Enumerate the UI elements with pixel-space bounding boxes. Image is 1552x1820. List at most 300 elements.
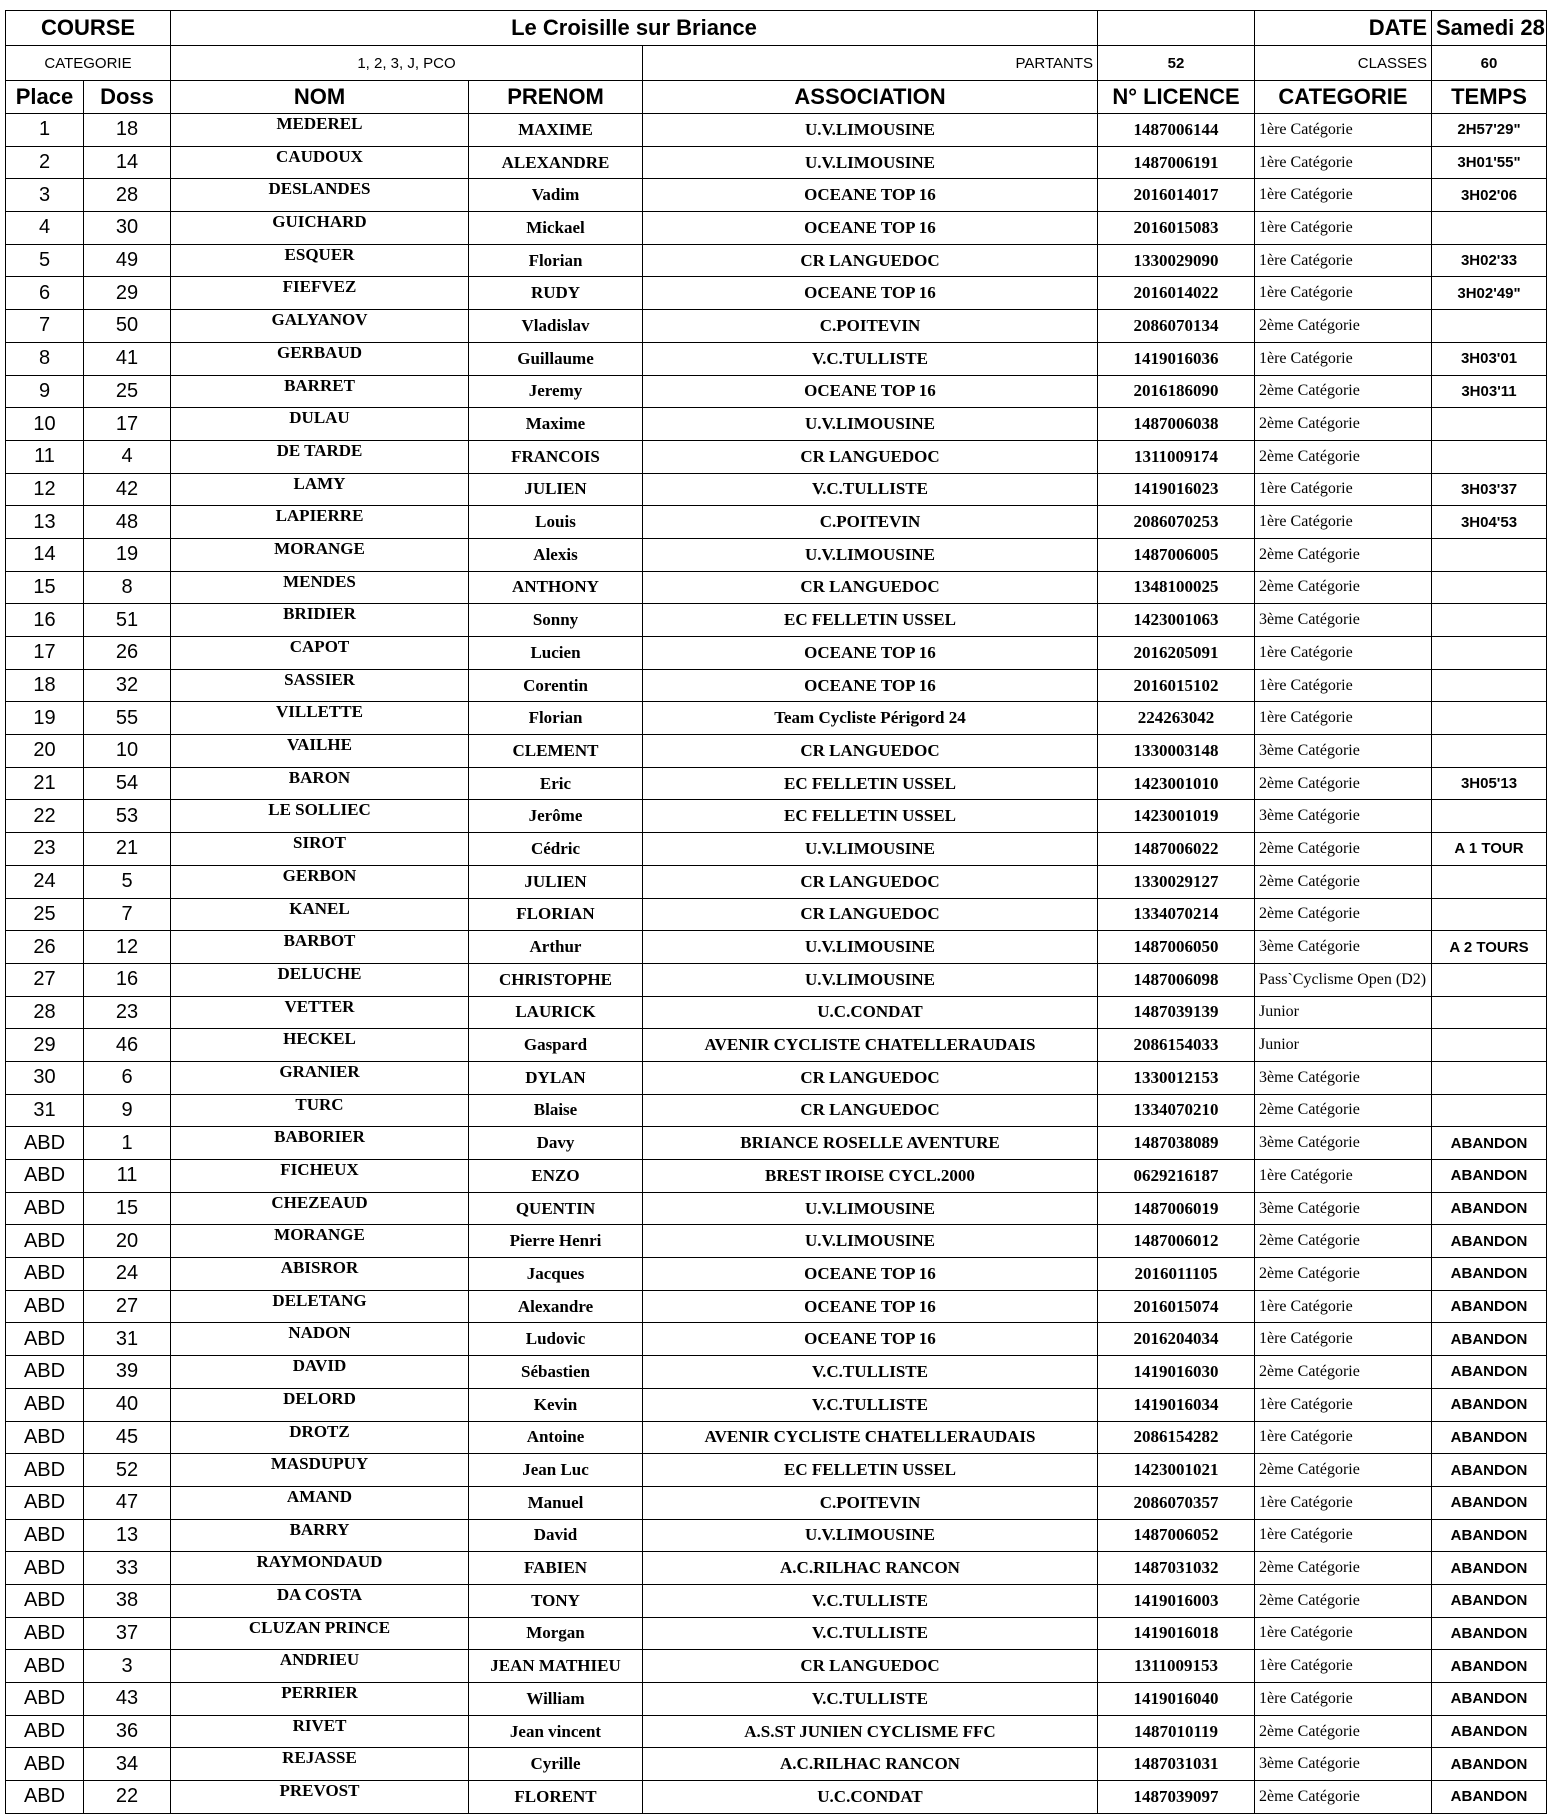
cell-association: U.V.LIMOUSINE	[643, 963, 1098, 996]
cell-licence: 1423001019	[1098, 800, 1255, 833]
table-row	[6, 1225, 1547, 1258]
cell-place: ABD	[6, 1748, 84, 1781]
cell-licence: 2016186090	[1098, 375, 1255, 408]
cell-categorie: 1ère Catégorie	[1255, 1323, 1432, 1356]
table-row	[6, 1781, 1547, 1814]
cell-association: C.POITEVIN	[643, 506, 1098, 539]
cell-categorie: 2ème Catégorie	[1255, 538, 1432, 571]
cell-association: CR LANGUEDOC	[643, 1061, 1098, 1094]
cell-association: OCEANE TOP 16	[643, 1290, 1098, 1323]
cell-categorie: 2ème Catégorie	[1255, 375, 1432, 408]
cell-place: 12	[6, 473, 84, 506]
cell-categorie: 1ère Catégorie	[1255, 1486, 1432, 1519]
cell-categorie: 1ère Catégorie	[1255, 244, 1432, 277]
cell-temps: ABANDON	[1432, 1683, 1547, 1716]
cell-nom: LAPIERRE	[171, 506, 469, 539]
cell-prenom: Morgan	[469, 1617, 643, 1650]
cell-place: 19	[6, 702, 84, 735]
cell-prenom: Jeremy	[469, 375, 643, 408]
cell-prenom: Florian	[469, 702, 643, 735]
table-row	[6, 1323, 1547, 1356]
cell-association: OCEANE TOP 16	[643, 277, 1098, 310]
cell-nom: VAILHE	[171, 735, 469, 768]
cell-doss: 33	[84, 1552, 171, 1585]
cell-categorie: 3ème Catégorie	[1255, 1061, 1432, 1094]
cell-nom: VILLETTE	[171, 702, 469, 735]
cell-association: V.C.TULLISTE	[643, 342, 1098, 375]
cell-licence: 1419016023	[1098, 473, 1255, 506]
cell-association: U.V.LIMOUSINE	[643, 1519, 1098, 1552]
table-row	[6, 1421, 1547, 1454]
cell-association: EC FELLETIN USSEL	[643, 1454, 1098, 1487]
column-header-temps: TEMPS	[1432, 81, 1547, 114]
cell-doss: 47	[84, 1486, 171, 1519]
cell-doss: 36	[84, 1715, 171, 1748]
cell-licence: 1419016003	[1098, 1584, 1255, 1617]
cell-doss: 46	[84, 1029, 171, 1062]
cell-place: 24	[6, 865, 84, 898]
cell-temps: ABANDON	[1432, 1192, 1547, 1225]
cell-doss: 32	[84, 669, 171, 702]
cell-doss: 21	[84, 833, 171, 866]
cell-nom: REJASSE	[171, 1748, 469, 1781]
table-row	[6, 1683, 1547, 1716]
cell-licence: 2016204034	[1098, 1323, 1255, 1356]
cell-prenom: MAXIME	[469, 114, 643, 147]
cell-place: 20	[6, 735, 84, 768]
column-header-place: Place	[6, 81, 84, 114]
cell-prenom: Jean Luc	[469, 1454, 643, 1487]
cell-prenom: FABIEN	[469, 1552, 643, 1585]
cell-categorie: 1ère Catégorie	[1255, 114, 1432, 147]
cell-nom: DULAU	[171, 408, 469, 441]
cell-temps	[1432, 996, 1547, 1029]
cell-doss: 49	[84, 244, 171, 277]
cell-prenom: William	[469, 1683, 643, 1716]
cell-temps: 3H04'53	[1432, 506, 1547, 539]
cell-categorie: 2ème Catégorie	[1255, 408, 1432, 441]
cell-prenom: RUDY	[469, 277, 643, 310]
cell-place: 10	[6, 408, 84, 441]
cell-nom: PREVOST	[171, 1781, 469, 1814]
cell-licence: 1419016030	[1098, 1356, 1255, 1389]
cell-doss: 53	[84, 800, 171, 833]
column-header-nom: NOM	[171, 81, 469, 114]
cell-temps	[1432, 669, 1547, 702]
cell-association: CR LANGUEDOC	[643, 898, 1098, 931]
cell-temps	[1432, 963, 1547, 996]
cell-categorie: 1ère Catégorie	[1255, 1519, 1432, 1552]
cell-place: ABD	[6, 1454, 84, 1487]
table-row	[6, 1029, 1547, 1062]
cell-temps	[1432, 702, 1547, 735]
cell-prenom: Louis	[469, 506, 643, 539]
cell-association: A.S.ST JUNIEN CYCLISME FFC	[643, 1715, 1098, 1748]
cell-licence: 1419016034	[1098, 1388, 1255, 1421]
cell-prenom: Vladislav	[469, 310, 643, 343]
cell-nom: CLUZAN PRINCE	[171, 1617, 469, 1650]
cell-categorie: 2ème Catégorie	[1255, 1584, 1432, 1617]
column-header-categorie: CATEGORIE	[1255, 81, 1432, 114]
cell-prenom: Blaise	[469, 1094, 643, 1127]
cell-place: 5	[6, 244, 84, 277]
cell-place: 11	[6, 440, 84, 473]
table-row	[6, 1584, 1547, 1617]
cell-doss: 1	[84, 1127, 171, 1160]
cell-prenom: FLORIAN	[469, 898, 643, 931]
cell-prenom: LAURICK	[469, 996, 643, 1029]
cell-temps: ABANDON	[1432, 1127, 1547, 1160]
cell-temps	[1432, 440, 1547, 473]
cell-association: U.C.CONDAT	[643, 1781, 1098, 1814]
cell-prenom: ANTHONY	[469, 571, 643, 604]
cell-nom: DAVID	[171, 1356, 469, 1389]
cell-nom: KANEL	[171, 898, 469, 931]
cell-place: 28	[6, 996, 84, 1029]
cell-nom: FICHEUX	[171, 1160, 469, 1193]
cell-licence: 1487006019	[1098, 1192, 1255, 1225]
cell-doss: 11	[84, 1160, 171, 1193]
cell-place: 3	[6, 179, 84, 212]
cell-temps: ABANDON	[1432, 1519, 1547, 1552]
column-header-association: ASSOCIATION	[643, 81, 1098, 114]
table-row	[6, 1454, 1547, 1487]
cell-prenom: Jerôme	[469, 800, 643, 833]
cell-licence: 1487039097	[1098, 1781, 1255, 1814]
cell-licence: 1334070214	[1098, 898, 1255, 931]
cell-licence: 2086154033	[1098, 1029, 1255, 1062]
cell-nom: MORANGE	[171, 1225, 469, 1258]
cell-prenom: Arthur	[469, 931, 643, 964]
cell-association: EC FELLETIN USSEL	[643, 800, 1098, 833]
cell-nom: DESLANDES	[171, 179, 469, 212]
cell-doss: 34	[84, 1748, 171, 1781]
cell-place: ABD	[6, 1127, 84, 1160]
table-row	[6, 342, 1547, 375]
cell-doss: 45	[84, 1421, 171, 1454]
cell-temps: A 2 TOURS	[1432, 931, 1547, 964]
cell-temps	[1432, 637, 1547, 670]
cell-association: U.V.LIMOUSINE	[643, 833, 1098, 866]
cell-prenom: Ludovic	[469, 1323, 643, 1356]
cell-prenom: Manuel	[469, 1486, 643, 1519]
table-row	[6, 1192, 1547, 1225]
cell-prenom: JULIEN	[469, 865, 643, 898]
cell-licence: 2086070134	[1098, 310, 1255, 343]
cell-place: ABD	[6, 1290, 84, 1323]
course-header-row	[6, 11, 1547, 46]
cell-licence: 1487010119	[1098, 1715, 1255, 1748]
cell-place: ABD	[6, 1356, 84, 1389]
cell-categorie: 1ère Catégorie	[1255, 277, 1432, 310]
cell-doss: 23	[84, 996, 171, 1029]
cell-place: 9	[6, 375, 84, 408]
cell-categorie: 1ère Catégorie	[1255, 212, 1432, 245]
cell-categorie: 2ème Catégorie	[1255, 898, 1432, 931]
cell-prenom: Alexis	[469, 538, 643, 571]
cell-place: 30	[6, 1061, 84, 1094]
cell-association: BRIANCE ROSELLE AVENTURE	[643, 1127, 1098, 1160]
cell-association: V.C.TULLISTE	[643, 473, 1098, 506]
cell-doss: 41	[84, 342, 171, 375]
cell-categorie: 3ème Catégorie	[1255, 800, 1432, 833]
cell-categorie: 3ème Catégorie	[1255, 735, 1432, 768]
cell-association: U.V.LIMOUSINE	[643, 1192, 1098, 1225]
cell-categorie: 3ème Catégorie	[1255, 1127, 1432, 1160]
cell-nom: DELETANG	[171, 1290, 469, 1323]
cell-licence: 1330029090	[1098, 244, 1255, 277]
cell-doss: 19	[84, 538, 171, 571]
cell-temps: ABANDON	[1432, 1584, 1547, 1617]
cell-categorie: 1ère Catégorie	[1255, 146, 1432, 179]
cell-association: OCEANE TOP 16	[643, 669, 1098, 702]
table-row	[6, 506, 1547, 539]
cell-licence: 1419016036	[1098, 342, 1255, 375]
course-label: COURSE	[6, 11, 171, 46]
cell-categorie: 3ème Catégorie	[1255, 931, 1432, 964]
cell-licence: 2086070357	[1098, 1486, 1255, 1519]
table-row	[6, 1552, 1547, 1585]
cell-place: ABD	[6, 1225, 84, 1258]
cell-association: A.C.RILHAC RANCON	[643, 1552, 1098, 1585]
cell-licence: 2016014017	[1098, 179, 1255, 212]
cell-nom: GRANIER	[171, 1061, 469, 1094]
cell-categorie: 1ère Catégorie	[1255, 506, 1432, 539]
cell-doss: 40	[84, 1388, 171, 1421]
cell-categorie: 1ère Catégorie	[1255, 179, 1432, 212]
cell-association: U.V.LIMOUSINE	[643, 146, 1098, 179]
table-row	[6, 1388, 1547, 1421]
cell-doss: 26	[84, 637, 171, 670]
cell-temps: ABANDON	[1432, 1617, 1547, 1650]
cell-nom: FIEFVEZ	[171, 277, 469, 310]
cell-doss: 7	[84, 898, 171, 931]
cell-prenom: Jean vincent	[469, 1715, 643, 1748]
cell-doss: 12	[84, 931, 171, 964]
cell-licence: 1311009174	[1098, 440, 1255, 473]
classes-label: CLASSES	[1255, 46, 1432, 81]
cell-association: CR LANGUEDOC	[643, 1650, 1098, 1683]
table-row	[6, 1258, 1547, 1291]
table-row	[6, 865, 1547, 898]
course-blank-cell	[1098, 11, 1255, 46]
cell-place: ABD	[6, 1192, 84, 1225]
cell-licence: 2016015102	[1098, 669, 1255, 702]
cell-temps	[1432, 800, 1547, 833]
table-row	[6, 440, 1547, 473]
cell-nom: RIVET	[171, 1715, 469, 1748]
cell-place: 22	[6, 800, 84, 833]
cell-categorie: 1ère Catégorie	[1255, 669, 1432, 702]
column-header-row	[6, 81, 1547, 114]
cell-place: 16	[6, 604, 84, 637]
cell-prenom: Kevin	[469, 1388, 643, 1421]
cell-place: 25	[6, 898, 84, 931]
cell-licence: 2016014022	[1098, 277, 1255, 310]
date-label: DATE	[1255, 11, 1432, 46]
cell-licence: 1487006005	[1098, 538, 1255, 571]
table-row	[6, 1061, 1547, 1094]
cell-licence: 1423001063	[1098, 604, 1255, 637]
categorie-label: CATEGORIE	[6, 46, 171, 81]
cell-categorie: 2ème Catégorie	[1255, 1715, 1432, 1748]
cell-association: CR LANGUEDOC	[643, 865, 1098, 898]
cell-prenom: Florian	[469, 244, 643, 277]
cell-place: 27	[6, 963, 84, 996]
cell-temps: 3H03'11	[1432, 375, 1547, 408]
table-row	[6, 767, 1547, 800]
cell-licence: 1311009153	[1098, 1650, 1255, 1683]
cell-association: OCEANE TOP 16	[643, 637, 1098, 670]
cell-prenom: Sébastien	[469, 1356, 643, 1389]
cell-place: 17	[6, 637, 84, 670]
cell-temps: 3H02'49"	[1432, 277, 1547, 310]
cell-place: ABD	[6, 1650, 84, 1683]
cell-place: 8	[6, 342, 84, 375]
cell-prenom: Jacques	[469, 1258, 643, 1291]
cell-categorie: 3ème Catégorie	[1255, 1192, 1432, 1225]
cell-categorie: 2ème Catégorie	[1255, 1552, 1432, 1585]
cell-temps: A 1 TOUR	[1432, 833, 1547, 866]
cell-association: CR LANGUEDOC	[643, 244, 1098, 277]
cell-doss: 18	[84, 114, 171, 147]
cell-nom: ANDRIEU	[171, 1650, 469, 1683]
cell-categorie: 2ème Catégorie	[1255, 1258, 1432, 1291]
table-row	[6, 1127, 1547, 1160]
results-body	[6, 114, 1547, 1814]
cell-place: 29	[6, 1029, 84, 1062]
cell-doss: 37	[84, 1617, 171, 1650]
cell-doss: 15	[84, 1192, 171, 1225]
cell-temps: ABANDON	[1432, 1421, 1547, 1454]
table-row	[6, 800, 1547, 833]
cell-association: Team Cycliste Périgord 24	[643, 702, 1098, 735]
cell-nom: DROTZ	[171, 1421, 469, 1454]
cell-doss: 22	[84, 1781, 171, 1814]
cell-place: ABD	[6, 1617, 84, 1650]
cell-temps	[1432, 1094, 1547, 1127]
cell-association: OCEANE TOP 16	[643, 1323, 1098, 1356]
cell-categorie: 1ère Catégorie	[1255, 1683, 1432, 1716]
table-row	[6, 212, 1547, 245]
cell-place: 4	[6, 212, 84, 245]
cell-temps	[1432, 1029, 1547, 1062]
cell-place: 31	[6, 1094, 84, 1127]
cell-place: 23	[6, 833, 84, 866]
cell-temps	[1432, 865, 1547, 898]
cell-licence: 1348100025	[1098, 571, 1255, 604]
cell-categorie: Pass`Cyclisme Open (D2)	[1255, 963, 1432, 996]
cell-categorie: 2ème Catégorie	[1255, 1094, 1432, 1127]
cell-nom: BABORIER	[171, 1127, 469, 1160]
cell-temps: 3H01'55"	[1432, 146, 1547, 179]
table-row	[6, 1094, 1547, 1127]
cell-nom: SASSIER	[171, 669, 469, 702]
cell-prenom: Vadim	[469, 179, 643, 212]
table-row	[6, 310, 1547, 343]
cell-categorie: 2ème Catégorie	[1255, 1781, 1432, 1814]
cell-place: ABD	[6, 1486, 84, 1519]
cell-association: U.V.LIMOUSINE	[643, 408, 1098, 441]
table-row	[6, 931, 1547, 964]
cell-place: 2	[6, 146, 84, 179]
cell-nom: CHEZEAUD	[171, 1192, 469, 1225]
table-row	[6, 735, 1547, 768]
cell-prenom: FLORENT	[469, 1781, 643, 1814]
cell-temps: 2H57'29"	[1432, 114, 1547, 147]
cell-licence: 1423001010	[1098, 767, 1255, 800]
cell-licence: 1330012153	[1098, 1061, 1255, 1094]
cell-association: U.V.LIMOUSINE	[643, 931, 1098, 964]
cell-categorie: 3ème Catégorie	[1255, 604, 1432, 637]
cell-licence: 2016015074	[1098, 1290, 1255, 1323]
cell-categorie: 2ème Catégorie	[1255, 1454, 1432, 1487]
cell-doss: 42	[84, 473, 171, 506]
cell-licence: 1487039139	[1098, 996, 1255, 1029]
cell-licence: 2016015083	[1098, 212, 1255, 245]
cell-nom: BARRY	[171, 1519, 469, 1552]
cell-nom: MASDUPUY	[171, 1454, 469, 1487]
cell-licence: 2016011105	[1098, 1258, 1255, 1291]
cell-nom: DELORD	[171, 1388, 469, 1421]
cell-prenom: Sonny	[469, 604, 643, 637]
cell-association: CR LANGUEDOC	[643, 440, 1098, 473]
cell-nom: GERBON	[171, 865, 469, 898]
cell-nom: MENDES	[171, 571, 469, 604]
cell-place: ABD	[6, 1160, 84, 1193]
cell-prenom: TONY	[469, 1584, 643, 1617]
cell-licence: 1487031031	[1098, 1748, 1255, 1781]
cell-place: ABD	[6, 1781, 84, 1814]
cell-prenom: JULIEN	[469, 473, 643, 506]
classes-value: 60	[1432, 46, 1547, 81]
cell-doss: 28	[84, 179, 171, 212]
cell-categorie: 3ème Catégorie	[1255, 1748, 1432, 1781]
table-row	[6, 637, 1547, 670]
table-row	[6, 963, 1547, 996]
cell-categorie: 2ème Catégorie	[1255, 1225, 1432, 1258]
date-value: Samedi 28	[1432, 11, 1547, 46]
cell-doss: 24	[84, 1258, 171, 1291]
cell-categorie: 2ème Catégorie	[1255, 1356, 1432, 1389]
cell-association: V.C.TULLISTE	[643, 1617, 1098, 1650]
cell-prenom: Corentin	[469, 669, 643, 702]
cell-doss: 8	[84, 571, 171, 604]
table-row	[6, 604, 1547, 637]
table-row	[6, 833, 1547, 866]
cell-association: EC FELLETIN USSEL	[643, 767, 1098, 800]
cell-prenom: Eric	[469, 767, 643, 800]
cell-doss: 52	[84, 1454, 171, 1487]
cell-doss: 14	[84, 146, 171, 179]
cell-licence: 1330003148	[1098, 735, 1255, 768]
table-row	[6, 1486, 1547, 1519]
cell-temps: ABANDON	[1432, 1486, 1547, 1519]
cell-temps: ABANDON	[1432, 1160, 1547, 1193]
cell-nom: TURC	[171, 1094, 469, 1127]
table-row	[6, 1160, 1547, 1193]
cell-place: 15	[6, 571, 84, 604]
cell-prenom: Cyrille	[469, 1748, 643, 1781]
cell-doss: 55	[84, 702, 171, 735]
cell-temps: 3H05'13	[1432, 767, 1547, 800]
table-row	[6, 375, 1547, 408]
cell-association: CR LANGUEDOC	[643, 735, 1098, 768]
partants-value: 52	[1098, 46, 1255, 81]
cell-temps: ABANDON	[1432, 1781, 1547, 1814]
cell-place: 1	[6, 114, 84, 147]
cell-temps	[1432, 212, 1547, 245]
